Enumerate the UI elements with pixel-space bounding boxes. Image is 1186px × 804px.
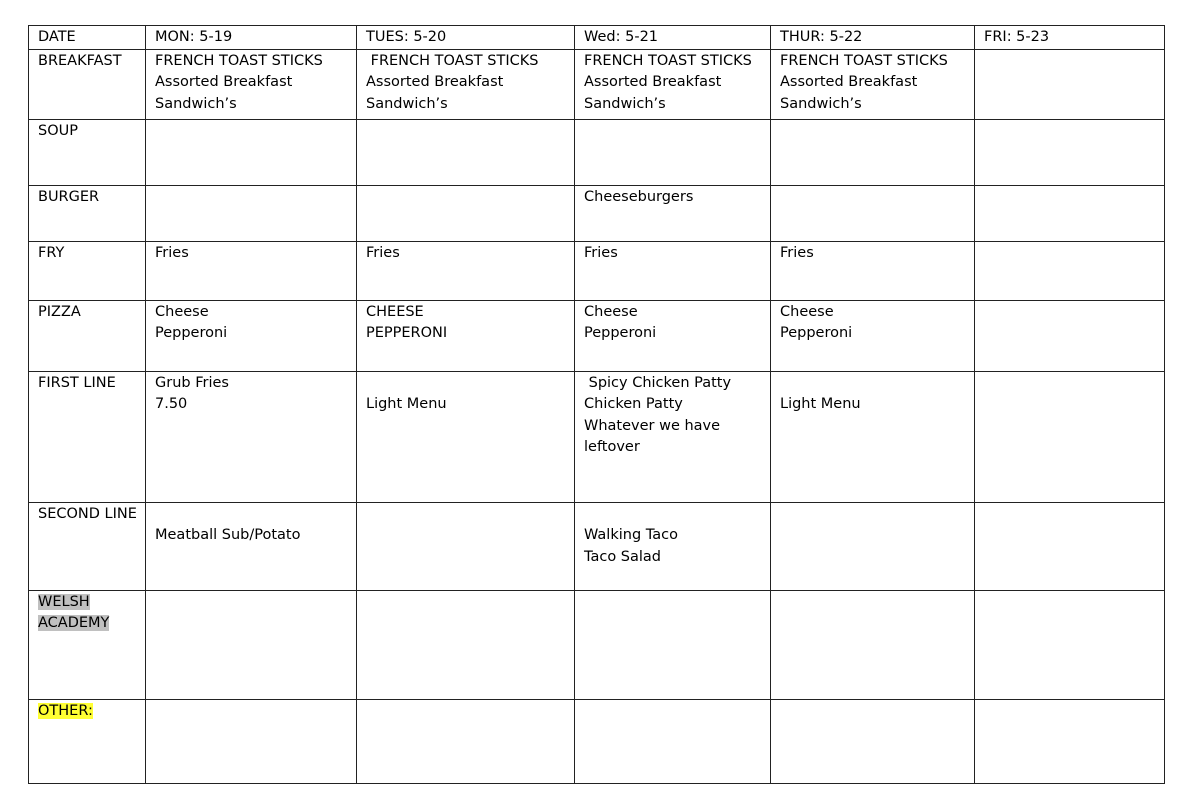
row-first-line [29,371,1165,502]
menu-cell-text: Cheese Pepperoni [780,303,853,342]
menu-cell-text [975,700,1164,701]
menu-cell [357,371,575,502]
menu-cell-text: Cheeseburgers [584,188,694,205]
menu-cell-text [575,120,770,121]
row-other [29,699,1165,783]
menu-cell [975,185,1165,241]
menu-cell-text [771,186,974,187]
menu-cell-text: Walking Taco Taco Salad [584,527,678,565]
day-header-thur [771,26,975,50]
row-soup [29,119,1165,185]
menu-cell-text: Grub Fries 7.50 [155,374,229,413]
menu-cell [146,119,357,185]
menu-cell-text [771,503,974,504]
day-header-wed [575,26,771,50]
menu-cell-text: Light Menu [366,396,447,413]
menu-cell [771,49,975,119]
menu-cell-text [146,186,356,187]
row-label-cell [29,241,146,300]
menu-cell [771,699,975,783]
menu-cell-text [975,301,1164,302]
menu-cell [575,119,771,185]
menu-cell [357,699,575,783]
day-header-label: Wed: 5-21 [584,29,659,45]
menu-cell [771,185,975,241]
header-row [29,26,1165,50]
menu-cell-text [357,186,574,187]
row-label [29,700,145,723]
menu-cell [357,300,575,371]
menu-cell-text [575,700,770,701]
welsh-academy-label: WELSH ACADEMY [38,593,110,632]
menu-cell-text [146,700,356,701]
row-label [29,591,145,635]
menu-cell [975,49,1165,119]
menu-cell [575,699,771,783]
menu-cell-text [975,242,1164,243]
row-label: BREAKFAST [38,52,122,69]
menu-cell-text: FRENCH TOAST STICKS Assorted Breakfast Sandwich’s [366,52,539,112]
row-label-cell [29,119,146,185]
menu-cell [975,502,1165,590]
menu-cell [146,185,357,241]
menu-cell-text: Meatball Sub/Potato [155,527,301,544]
menu-cell-text: Light Menu [780,396,861,413]
row-fry [29,241,1165,300]
menu-cell [771,241,975,300]
other-label: OTHER: [38,702,93,719]
menu-cell-text: Cheese Pepperoni [155,303,228,342]
menu-cell-text: FRENCH TOAST STICKS Assorted Breakfast Sandwich’s [155,52,323,112]
menu-cell-text: FRENCH TOAST STICKS Assorted Breakfast Sandwich’s [780,52,948,112]
row-label-cell [29,185,146,241]
menu-cell-text [357,591,574,592]
menu-cell [146,502,357,590]
row-breakfast [29,49,1165,119]
menu-cell [771,502,975,590]
menu-cell-text [975,120,1164,121]
menu-cell [975,119,1165,185]
row-label-cell [29,49,146,119]
menu-cell [771,300,975,371]
menu-cell-text [146,120,356,121]
day-header-label: TUES: 5-20 [366,29,447,45]
row-label: FRY [38,244,65,261]
menu-cell-text: FRENCH TOAST STICKS Assorted Breakfast Sandwich’s [584,52,752,112]
row-pizza [29,300,1165,371]
menu-cell-text: Fries [366,244,400,261]
menu-cell [771,371,975,502]
menu-cell [357,502,575,590]
menu-cell-text [771,120,974,121]
date-header-label: DATE [38,29,76,45]
row-label: PIZZA [38,303,81,320]
menu-cell-text [975,503,1164,504]
menu-cell [357,49,575,119]
menu-cell-text [771,591,974,592]
row-label-cell [29,371,146,502]
date-header-cell [29,26,146,50]
menu-cell [975,241,1165,300]
row-label-cell [29,502,146,590]
menu-cell [771,590,975,699]
row-label: SECOND LINE [38,505,137,522]
menu-cell [146,371,357,502]
menu-cell-text: Fries [780,244,814,261]
menu-cell-text [975,372,1164,373]
menu-cell [357,185,575,241]
row-label: FIRST LINE [38,374,116,391]
menu-cell [357,590,575,699]
menu-cell-text: Fries [155,244,189,261]
row-second-line [29,502,1165,590]
menu-cell-text [575,591,770,592]
day-header-mon [146,26,357,50]
day-header-fri [975,26,1165,50]
menu-cell [575,590,771,699]
day-header-label: FRI: 5-23 [984,29,1050,45]
row-label-cell [29,699,146,783]
menu-cell-text: Spicy Chicken Patty Chicken Patty Whatever we have leftover [584,374,732,456]
day-header-label: THUR: 5-22 [780,29,863,45]
row-label: SOUP [38,122,78,139]
menu-cell [357,119,575,185]
menu-cell-text [357,503,574,504]
day-header-label: MON: 5-19 [155,29,233,45]
weekly-menu-table [28,25,1165,784]
menu-cell-text: Fries [584,244,618,261]
menu-cell-text [357,700,574,701]
row-label-cell [29,300,146,371]
menu-cell [575,502,771,590]
menu-cell [575,300,771,371]
menu-cell [575,185,771,241]
menu-cell [146,590,357,699]
menu-cell [975,699,1165,783]
menu-cell [357,241,575,300]
menu-cell [975,300,1165,371]
menu-cell-text: CHEESE PEPPERONI [366,303,448,342]
day-header-tues [357,26,575,50]
menu-cell [575,49,771,119]
row-label: BURGER [38,188,100,205]
menu-cell [575,371,771,502]
menu-cell-text [975,591,1164,592]
row-burger [29,185,1165,241]
menu-cell [771,119,975,185]
menu-cell-text [146,591,356,592]
menu-cell [575,241,771,300]
menu-cell [146,300,357,371]
menu-cell [146,699,357,783]
menu-cell-text [357,120,574,121]
menu-cell [146,49,357,119]
menu-cell-text [975,50,1164,51]
menu-cell [146,241,357,300]
menu-cell-text [975,186,1164,187]
row-label-cell [29,590,146,699]
row-welsh-academy [29,590,1165,699]
menu-cell [975,371,1165,502]
menu-cell [975,590,1165,699]
menu-cell-text [771,700,974,701]
menu-cell-text: Cheese Pepperoni [584,303,657,342]
